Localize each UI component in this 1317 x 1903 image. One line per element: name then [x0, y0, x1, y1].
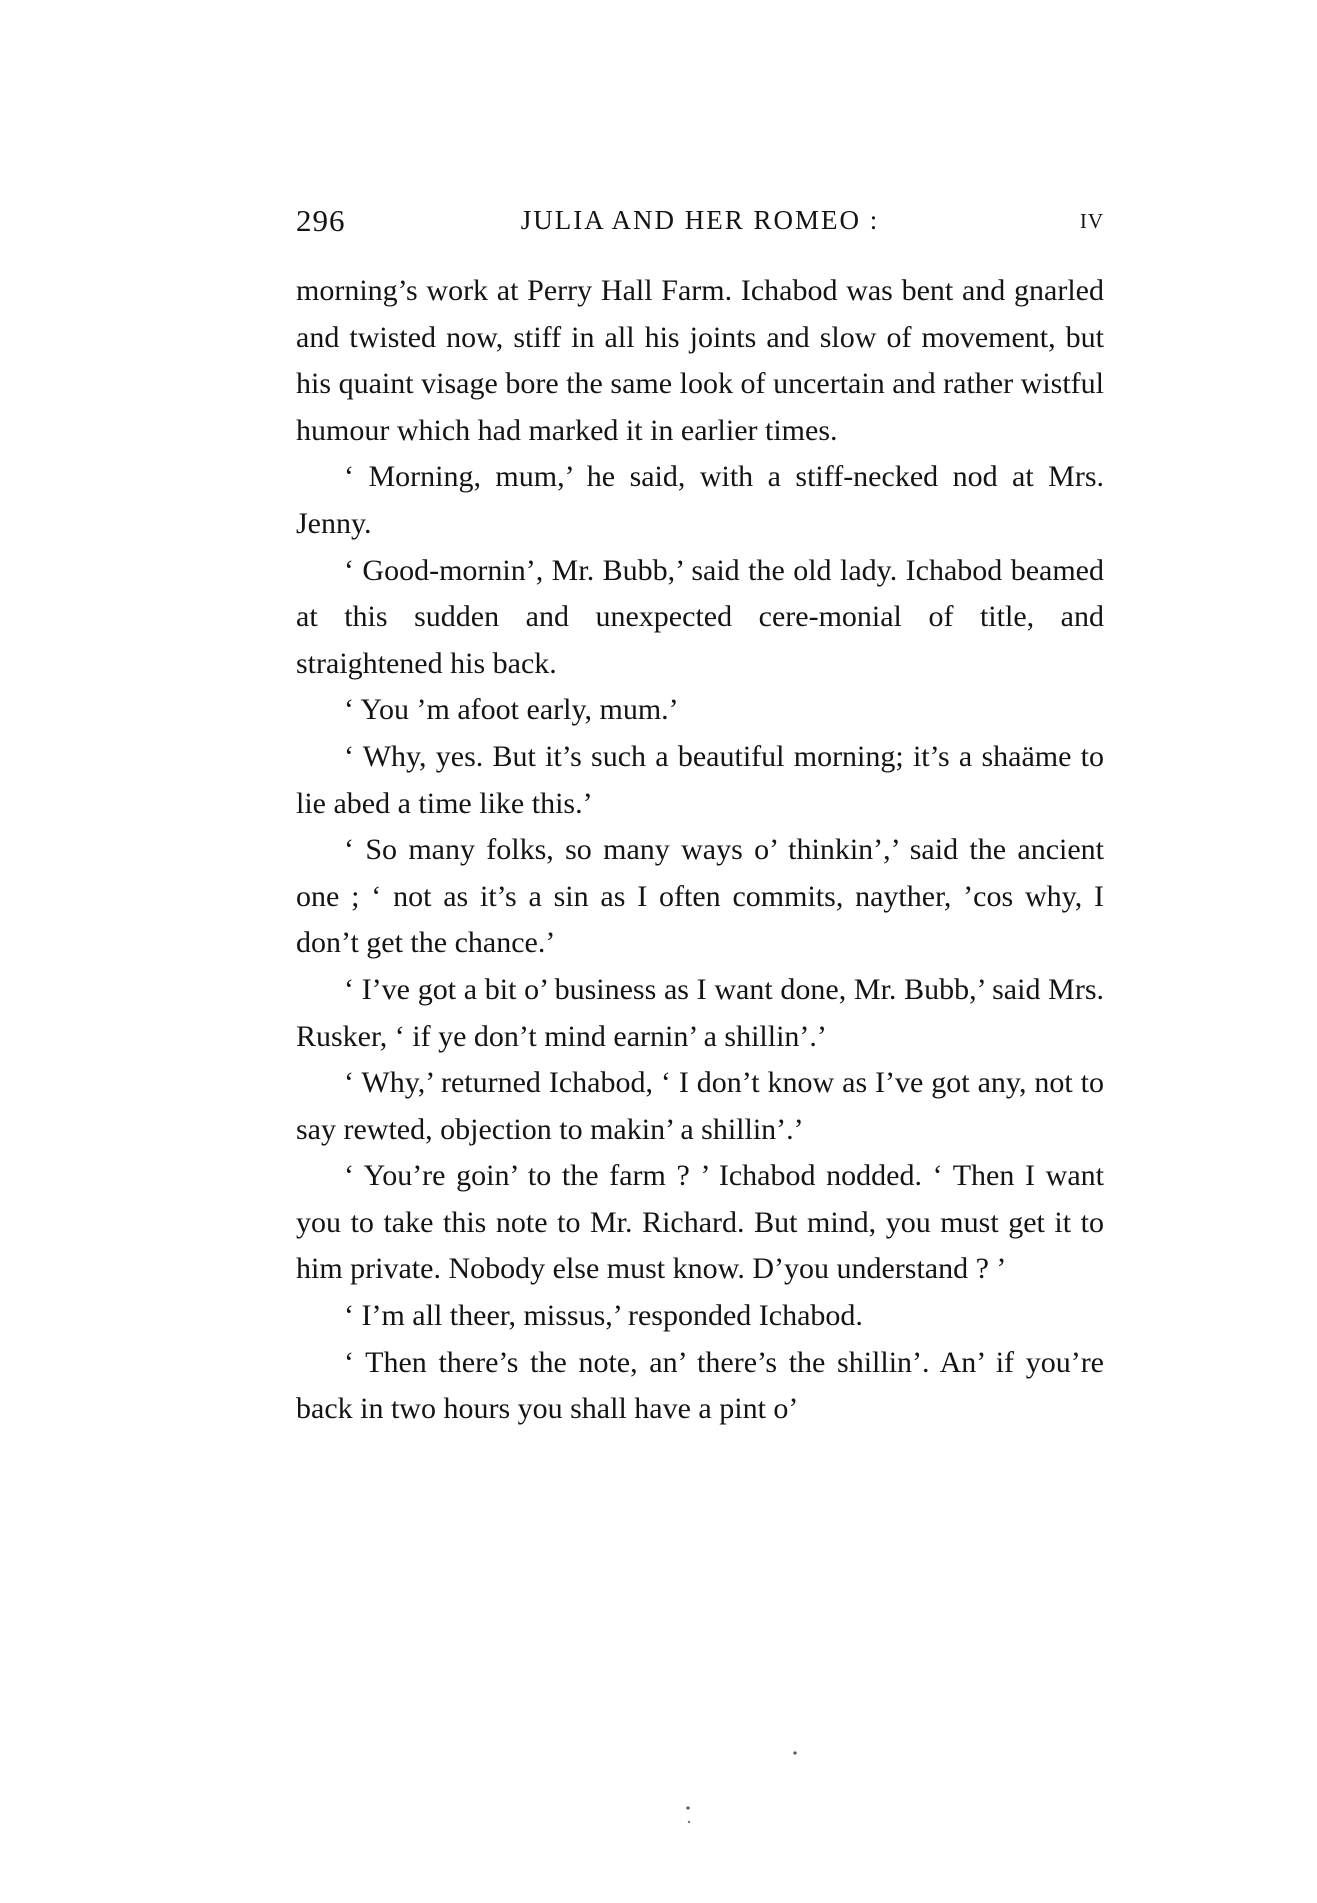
paragraph: ‘ Why, yes. But it’s such a beautiful morning; it’s a shaäme to lie abed a time like this.’: [296, 739, 1104, 820]
paragraph: morning’s work at Perry Hall Farm. Ichabod was bent and gnarled and twisted now, stiff in all his joints and slow of movement, but his quaint visage bore the same look of uncertain and rather wistful humour which had marked it in earlier times.: [296, 274, 1104, 447]
page-header: [296, 203, 1104, 251]
body-text: [296, 268, 1104, 1433]
paragraph: ‘ Then there’s the note, an’ there’s the shillin’. An’ if you’re back in two hours you shall have a pint o’: [296, 1345, 1104, 1426]
paragraph: ‘ I’m all theer, missus,’ responded Ichabod.: [344, 1299, 863, 1333]
running-title: JULIA AND HER ROMEO :: [520, 205, 880, 235]
page-number: 296: [296, 203, 346, 238]
paragraph: ‘ Morning, mum,’ he said, with a stiff-necked nod at Mrs. Jenny.: [296, 460, 1104, 540]
paragraph: ‘ You’re goin’ to the farm ? ’ Ichabod nodded. ‘ Then I want you to take this note to Mr. Richard. But mind, you must get it to him private. Nobody else must know. D’you understand ? ’: [296, 1159, 1104, 1286]
paragraph: ‘ You ’m afoot early, mum.’: [344, 693, 679, 727]
paragraph: ‘ Good-mornin’, Mr. Bubb,’ said the old lady. Ichabod beamed at this sudden and unexpected cere-monial of title, and straightened his back.: [296, 553, 1104, 680]
paragraph: ‘ Why,’ returned Ichabod, ‘ I don’t know as I’ve got any, not to say rewted, objection to makin’ a shillin’.’: [296, 1066, 1104, 1146]
paragraph: ‘ I’ve got a bit o’ business as I want done, Mr. Bubb,’ said Mrs. Rusker, ‘ if ye don’t mind earnin’ a shillin’.’: [296, 972, 1104, 1053]
paragraph: ‘ So many folks, so many ways o’ thinkin’,’ said the ancient one ; ‘ not as it’s a sin as I often commits, nayther, ’cos why, I don’t get the chance.’: [296, 833, 1104, 960]
chapter-number: IV: [1079, 209, 1104, 233]
